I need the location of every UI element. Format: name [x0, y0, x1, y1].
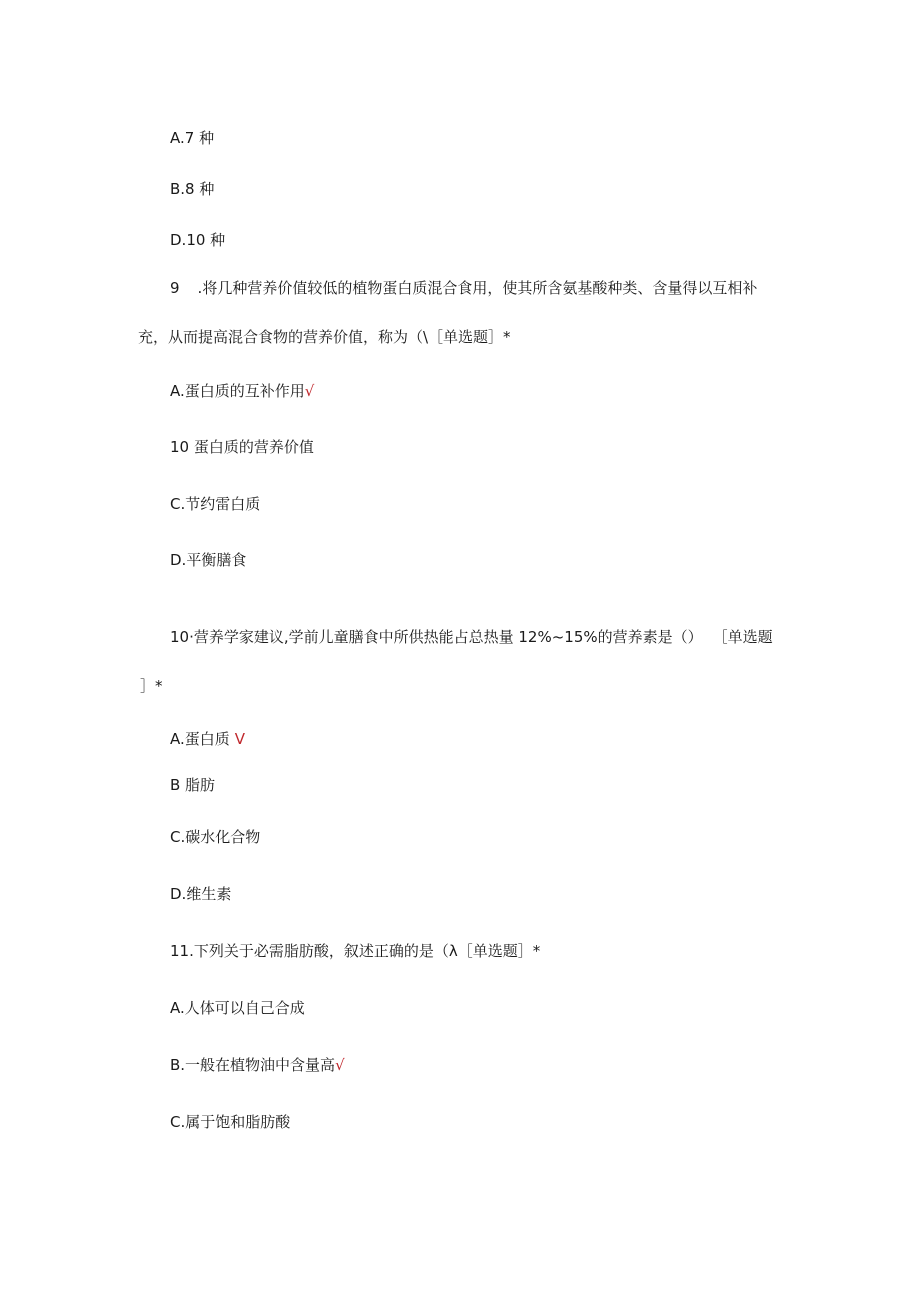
q9-stem-line2: 充，从而提高混合食物的营养价值，称为（\［单选题］*	[138, 328, 511, 346]
q10-text-line1: 10·营养学家建议,学前儿童膳食中所供热能占总热量 12%~15%的营养素是（）	[170, 628, 703, 646]
q9-option-b: 10 蛋白质的营养价值	[170, 438, 314, 456]
q10-question-type: ［单选题	[712, 628, 773, 646]
q8-option-a: A.7 种	[170, 129, 215, 147]
q9-option-a-text: A.蛋白质的互补作用	[170, 382, 305, 400]
q9-option-d: D.平衡膳食	[170, 551, 247, 569]
q11-stem: 11.下列关于必需脂肪酸，叙述正确的是（λ［单选题］*	[170, 942, 541, 960]
q11-option-a: A.人体可以自己合成	[170, 999, 305, 1017]
q10-option-c: C.碳水化合物	[170, 828, 261, 846]
q10-option-b: B 脂肪	[170, 776, 216, 794]
q11-option-b-text: B.一般在植物油中含量高	[170, 1056, 336, 1074]
q10-stem-line1	[170, 627, 773, 647]
correct-check-mark: √	[304, 382, 315, 400]
q9-text-line1: .将几种营养价值较低的植物蛋白质混合食用，使其所含氨基酸种类、含量得以互相补	[197, 279, 758, 297]
q10-option-a-text: A.蛋白质	[170, 730, 230, 748]
q9-stem-line1	[170, 278, 757, 298]
correct-check-mark: √	[335, 1056, 345, 1074]
q10-option-d: D.维生素	[170, 885, 232, 903]
correct-check-mark: V	[234, 730, 246, 748]
q10-stem-line2: ］*	[140, 677, 163, 695]
q8-option-d: D.10 种	[170, 231, 226, 249]
q11-option-b	[170, 1055, 345, 1075]
q8-option-b: B.8 种	[170, 180, 215, 198]
q9-number: 9	[170, 279, 180, 297]
q10-option-a	[170, 729, 245, 749]
q11-option-c: C.属于饱和脂肪酸	[170, 1113, 291, 1131]
q9-option-a	[170, 381, 314, 401]
q9-option-c: C.节约雷白质	[170, 495, 261, 513]
